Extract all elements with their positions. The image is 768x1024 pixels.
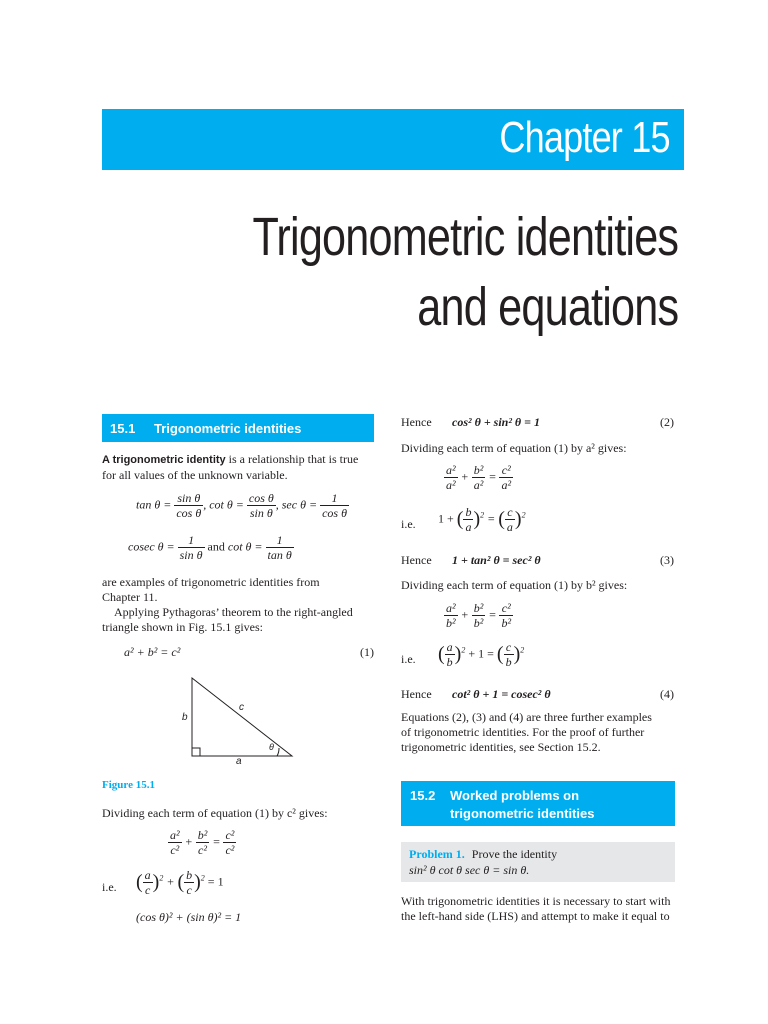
problem-label: Problem 1. bbox=[409, 847, 465, 861]
cot-ratio-equation: ( $\frac{a}{b}$ )$^2$ + 1 = ( $\frac{c}{b}$ )$^2$ bbox=[438, 640, 525, 669]
ie-label-left: i.e. bbox=[102, 880, 117, 894]
definition-paragraph bbox=[102, 452, 376, 483]
side-label-a: a bbox=[236, 756, 242, 767]
examples-text-line1: are examples of trigonometric identities from bbox=[102, 575, 320, 589]
definition-text: is a relationship that is true bbox=[228, 452, 359, 466]
side-label-b: b bbox=[182, 712, 188, 723]
summary-line2: of trigonometric identities. For the proof of further bbox=[401, 725, 645, 739]
pythagoras-paragraph bbox=[102, 605, 376, 635]
ratio-squares-equation: ( $\frac{a}{c}$ )$^2$ + ( $\frac{b}{c}$ )$^2$ = 1 bbox=[136, 868, 224, 897]
chapter-title-line2: and equations bbox=[416, 277, 678, 337]
side-label-c: c bbox=[239, 702, 244, 713]
summary-line3: trigonometric identities, see Section 15.2. bbox=[401, 740, 601, 754]
summary-line1: Equations (2), (3) and (4) are three further examples bbox=[401, 710, 652, 724]
divided-by-b-equation: $\frac{\text{a²}}{\text{b²}}$ + $\frac{\text{b²}}{\text{b²}}$ = $\frac{\text{c²}}{\text{b²}}$ bbox=[446, 601, 512, 630]
hence-label-eq4: Hence bbox=[401, 687, 432, 701]
hence-label-eq3: Hence bbox=[401, 553, 432, 567]
section-heading-15-1 bbox=[102, 414, 374, 442]
definition-text-line2: for all values of the unknown variable. bbox=[102, 468, 288, 482]
equation-2: cos² θ + sin² θ = 1 bbox=[452, 415, 541, 429]
angle-label-theta: θ bbox=[269, 742, 274, 752]
dividing-b-text: Dividing each term of equation (1) by b² gives: bbox=[401, 578, 628, 592]
divided-by-c-equation: $\frac{\text{a²}}{\text{c²}}$ + $\frac{\text{b²}}{\text{c²}}$ = $\frac{\text{c²}}{\text{c²}}$ bbox=[170, 828, 235, 857]
problem-body bbox=[401, 894, 675, 924]
quotient-identities: tan θ = $\frac{\text{sin θ}}{\text{cos θ}}$ , cot θ = $\frac{\text{cos θ}}{\text{sin θ}}$ , sec θ = $\frac{1}{\text{cos θ}}$ bbox=[136, 491, 347, 520]
pythagoras-text-line2: triangle shown in Fig. 15.1 gives: bbox=[102, 620, 263, 634]
section-title-2-line2: trigonometric identities bbox=[450, 806, 595, 821]
triangle-shape bbox=[192, 678, 292, 756]
hence-label-eq2: Hence bbox=[401, 415, 432, 429]
chapter-banner bbox=[102, 109, 684, 170]
cos-sin-squared-equation: (cos θ)² + (sin θ)² = 1 bbox=[136, 910, 242, 924]
problem-statement bbox=[409, 847, 557, 862]
section-number-2: 15.2 bbox=[410, 788, 436, 803]
figure-caption: Figure 15.1 bbox=[102, 779, 155, 791]
divided-by-a-equation: $\frac{\text{a²}}{\text{a²}}$ + $\frac{\text{b²}}{\text{a²}}$ = $\frac{\text{c²}}{\text{a²}}$ bbox=[446, 463, 512, 492]
pythagoras-text-line1: Applying Pythagoras’ theorem to the right-angled bbox=[114, 605, 353, 619]
problem-equation: sin² θ cot θ sec θ = sin θ. bbox=[409, 863, 530, 877]
chapter-title-line1: Trigonometric identities bbox=[252, 207, 678, 267]
right-angle-marker bbox=[192, 748, 200, 756]
examples-paragraph bbox=[102, 575, 376, 605]
section-heading-15-2 bbox=[401, 781, 675, 826]
ie-label-right-1: i.e. bbox=[401, 517, 416, 531]
problem-box bbox=[401, 842, 675, 882]
dividing-c-text: Dividing each term of equation (1) by c² gives: bbox=[102, 806, 328, 820]
equation-2-number: (2) bbox=[660, 415, 674, 429]
angle-arc bbox=[277, 748, 279, 756]
equation-4-number: (4) bbox=[660, 687, 674, 701]
definition-term: A trigonometric identity bbox=[102, 454, 226, 466]
chapter-label: Chapter 15 bbox=[499, 113, 670, 162]
ie-label-right-2: i.e. bbox=[401, 652, 416, 666]
dividing-a-text: Dividing each term of equation (1) by a² gives: bbox=[401, 441, 627, 455]
equation-3-number: (3) bbox=[660, 553, 674, 567]
examples-text-line2: Chapter 11. bbox=[102, 590, 158, 604]
problem-body-line2: the left-hand side (LHS) and attempt to make it equal to bbox=[401, 909, 670, 923]
equation-1-number: (1) bbox=[360, 645, 374, 659]
equation-4: cot² θ + 1 = cosec² θ bbox=[452, 687, 551, 701]
summary-paragraph bbox=[401, 710, 675, 755]
problem-body-line1: With trigonometric identities it is necessary to start with bbox=[401, 894, 671, 908]
equation-3: 1 + tan² θ = sec² θ bbox=[452, 553, 541, 567]
equation-1: a² + b² = c² bbox=[124, 645, 181, 659]
section-title: Trigonometric identities bbox=[154, 421, 302, 436]
reciprocal-identities: cosec θ = $\frac{1}{\text{sin θ}}$ and cot θ = $\frac{1}{\text{tan θ}}$ bbox=[128, 533, 292, 562]
tan-ratio-equation: 1 + ( $\frac{b}{a}$ )$^2$ = ( $\frac{c}{a}$ )$^2$ bbox=[438, 505, 526, 534]
right-triangle-figure bbox=[180, 670, 300, 770]
section-title-2-line1: Worked problems on bbox=[450, 788, 580, 803]
section-number: 15.1 bbox=[110, 421, 136, 436]
problem-text: Prove the identity bbox=[471, 847, 558, 861]
